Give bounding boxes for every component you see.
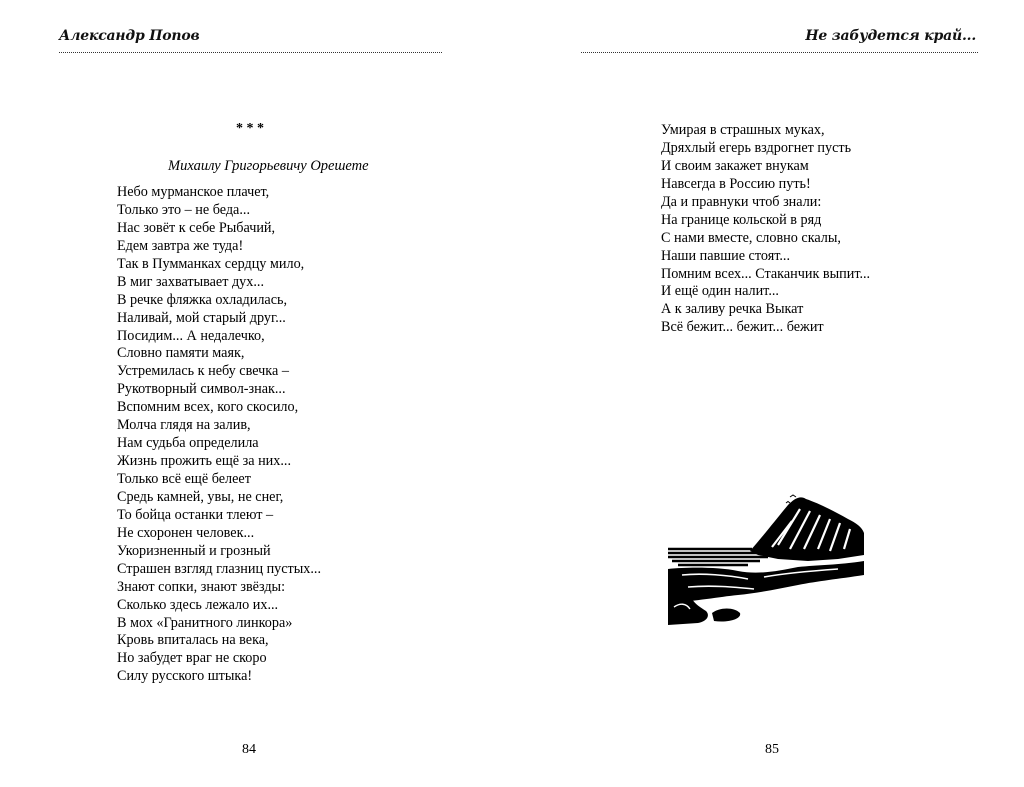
section-asterisks: * * * [236, 121, 264, 136]
bird-icon [786, 502, 790, 504]
header-dotted-rule [581, 52, 978, 53]
poem-line: В мох «Гранитного линкора» [117, 614, 293, 631]
running-header-author: Александр Попов [59, 28, 200, 44]
poem-line: Укоризненный и грозный [117, 542, 271, 559]
poem-line: В миг захватывает дух... [117, 273, 265, 290]
poem-line: В речке фляжка охладилась, [117, 291, 288, 308]
poem-line: Средь камней, увы, не снег, [117, 488, 284, 505]
bird-icon [790, 495, 796, 497]
right-page [512, 0, 1024, 787]
poem-line: А к заливу речка Выкат [661, 301, 804, 318]
poem-line: Жизнь прожить ещё за них... [117, 453, 291, 470]
poem-line: Навсегда в Россию путь! [661, 175, 811, 192]
poem-text [661, 122, 870, 337]
foreground-stone [712, 609, 740, 622]
poem-line: Посидим... А недалечко, [117, 327, 265, 344]
poem-line: С нами вместе, словно скалы, [661, 229, 841, 246]
poem-line: И своим закажет внукам [661, 157, 809, 174]
poem-line: Нам судьба определила [117, 435, 259, 452]
shoreline [668, 561, 864, 603]
poem-line: Небо мурманское плачет, [117, 184, 270, 200]
poem-line: Страшен взгляд глазниц пустых... [117, 560, 322, 577]
poem-line: На границе кольской в ряд [661, 211, 822, 228]
poem-line: Молча глядя на залив, [117, 417, 251, 434]
poem-line: Дряхлый егерь вздрогнет пусть [661, 139, 852, 156]
poem-line: Только это – не беда... [117, 201, 250, 218]
poem-line: И ещё один налит... [661, 283, 779, 300]
poem-line: Сколько здесь лежало их... [117, 596, 279, 613]
poem-line: Нас зовёт к себе Рыбачий, [117, 219, 276, 236]
poem-line: Знают сопки, знают звёзды: [117, 578, 286, 595]
poem-line: Устремилась к небу свечка – [117, 363, 289, 380]
poem-text [117, 184, 321, 686]
poem-line: Умирая в страшных муках, [661, 122, 825, 138]
poem-line: Всё бежит... бежит... бежит [661, 319, 824, 336]
poem-line: Да и правнуки чтоб знали: [661, 193, 822, 210]
running-header-title: Не забудется край... [805, 28, 976, 44]
poem-line: Не схоронен человек... [117, 524, 255, 541]
poem-line: Кровь впиталась на века, [117, 632, 269, 649]
poem-line: Наливай, мой старый друг... [117, 309, 286, 326]
poem-line: Наши павшие стоят... [661, 247, 790, 264]
poem-line: Только всё ещё белеет [117, 471, 251, 487]
poem-line: То бойца останки тлеют – [117, 506, 274, 523]
poem-line: Силу русского штыка! [117, 668, 253, 685]
header-dotted-rule [59, 52, 442, 53]
poem-line: Так в Пумманках сердцу мило, [117, 255, 305, 272]
poem-line: Рукотворный символ-знак... [117, 381, 286, 398]
poem-line: Словно памяти маяк, [117, 345, 245, 362]
poem-line: Помним всех... Стаканчик выпит... [661, 265, 871, 282]
page-number: 84 [242, 742, 256, 757]
poem-line: Но забудет враг не скоро [117, 650, 267, 667]
poem-line: Едем завтра же туда! [117, 237, 244, 254]
poem-dedication: Михаилу Григорьевичу Орешете [168, 158, 369, 174]
page-number: 85 [765, 742, 779, 757]
cliff-shape [750, 497, 864, 561]
coastal-cliff-illustration [668, 489, 864, 625]
poem-line: Вспомним всех, кого скосило, [117, 399, 299, 416]
